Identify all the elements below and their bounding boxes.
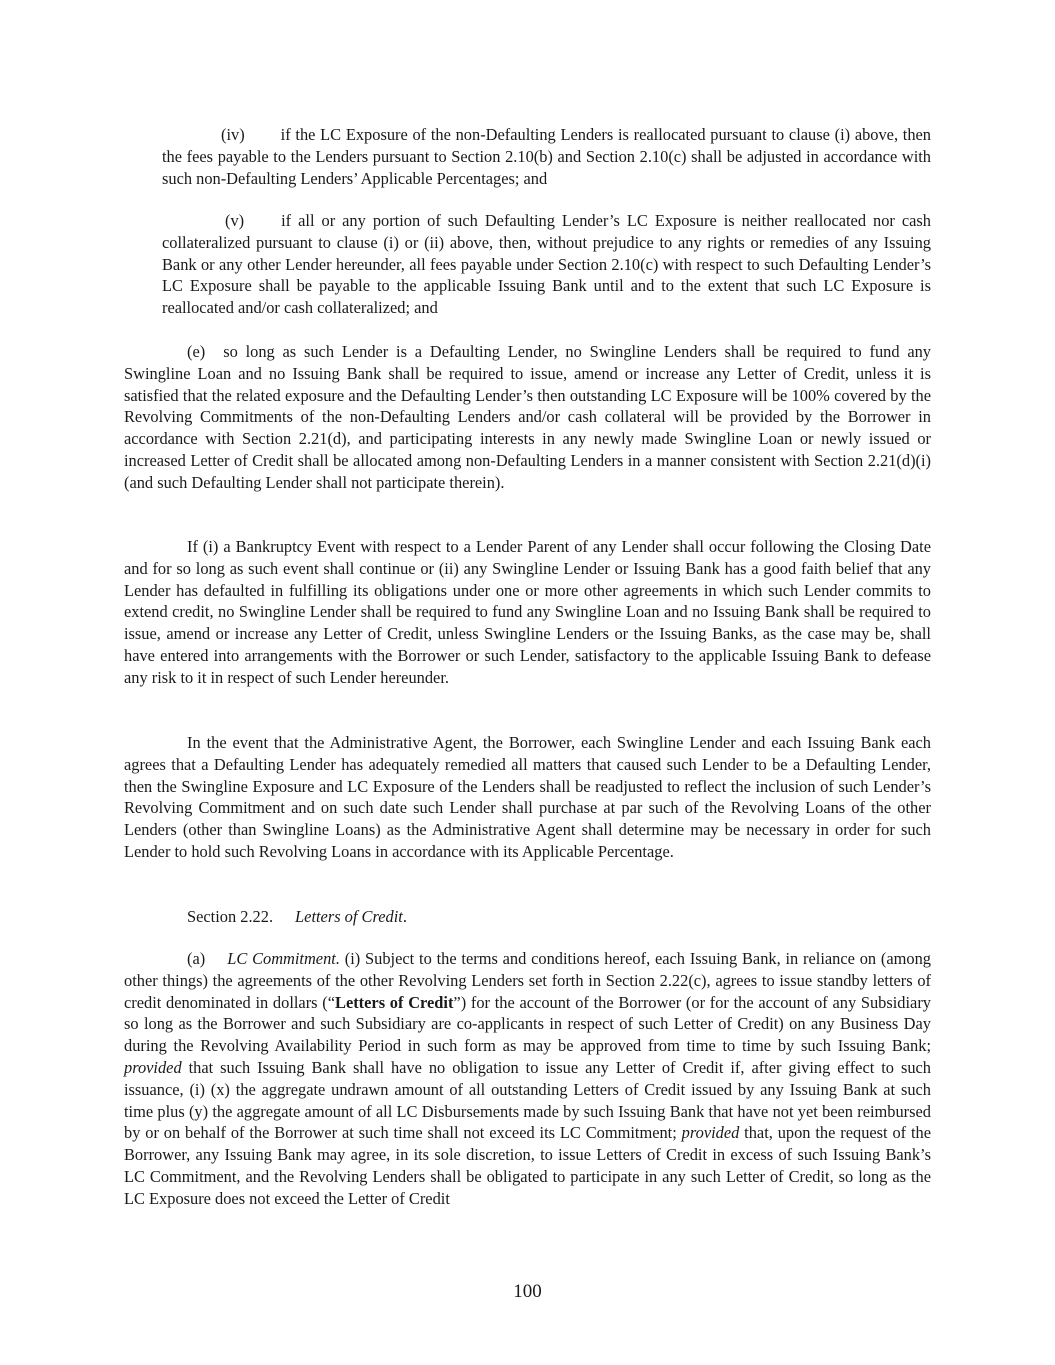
clause-iv-label: (iv) xyxy=(221,125,245,144)
clause-v-text: if all or any portion of such Defaulting Lender’s LC Exposure is neither reallocated nor cash collateralized pursuant to clause (i) or (ii) above, then, without prejudice to any rights or remedies of any Issuing Bank or any other Lender hereunder, all fees payable under Section 2.10(c) with respect to such Defaulting Lender’s LC Exposure shall be payable to the applicable Issuing Bank until and to the extent that such LC Exposure is reallocated and/or cash collateralized; and xyxy=(162,211,931,318)
clause-e-label: (e) xyxy=(187,342,206,361)
clause-iv-text: if the LC Exposure of the non-Defaulting Lenders is reallocated pursuant to clause (i) above, then the fees payable to the Lenders pursuant to Section 2.10(b) and Section 2.10(c) shall be adjusted in accordance with such non-Defaulting Lenders’ Applicable Percentages; and xyxy=(162,125,931,188)
clause-e-text: so long as such Lender is a Defaulting Lender, no Swingline Lenders shall be required to fund any Swingline Loan and no Issuing Bank shall be required to issue, amend or increase any Letter of Credit, unless it is satisfied that the related exposure and the Defaulting Lender’s then outstanding LC Exposure will be 100% covered by the Revolving Commitments of the non-Defaulting Lenders and/or cash collateral will be provided by the Borrower in accordance with Section 2.21(d), and participating interests in any newly made Swingline Loan or newly issued or increased Letter of Credit shall be allocated among non-Defaulting Lenders in a manner consistent with Section 2.21(d)(i) (and such Defaulting Lender shall not participate therein). xyxy=(124,342,931,492)
defined-term-letters-of-credit: Letters of Credit xyxy=(335,992,454,1012)
clause-a-text-4: that, upon the request of the Borrower, any Issuing Bank may agree, in its sole discretion, to issue Letters of Credit in excess of such Issuing Bank’s LC Commitment, and the Revolving Lenders shall be obligated to participate in any such Letter of Credit, so long as the LC Exposure does not exceed the Letter of Credit xyxy=(124,1123,932,1208)
clause-a-text-1: (i) Subject to the terms and conditions hereof, each Issuing Bank, in reliance on (among other things) the agreements of the other Revolving Lenders set forth in Section 2.22(c), agrees to issue standby letters of credit denominated in dollars (“ xyxy=(124,949,931,1012)
readjustment-paragraph xyxy=(124,732,931,863)
proviso-1: provided xyxy=(124,1057,182,1077)
section-heading xyxy=(187,906,407,928)
readjustment-text: In the event that the Administrative Agent, the Borrower, each Swingline Lender and each Issuing Bank each agrees that a Defaulting Lender has adequately remedied all matters that caused such Lender to be a Defaulting Lender, then the Swingline Exposure and LC Exposure of the Lenders shall be readjusted to reflect the inclusion of such Lender’s Revolving Commitment and on such date such Lender shall purchase at par such of the Revolving Loans of the other Lenders (other than Swingline Loans) as the Administrative Agent shall determine may be necessary in order for such Lender to hold such Revolving Loans in accordance with its Applicable Percentage. xyxy=(124,733,931,861)
clause-a-title: LC Commitment. xyxy=(227,949,340,968)
clause-e-paragraph xyxy=(124,341,931,494)
section-number: Section 2.22. xyxy=(187,907,274,926)
clause-a-text-3: that such Issuing Bank shall have no obligation to issue any Letter of Credit if, after giving effect to such issuance, (i) (x) the aggregate undrawn amount of all outstanding Letters of Credit issued by any Issuing Bank at such time plus (y) the aggregate amount of all LC Disbursements made by such Issuing Bank that have not yet been reimbursed by or on behalf of the Borrower at such time shall not exceed its LC Commitment; xyxy=(124,1057,931,1143)
bankruptcy-text: If (i) a Bankruptcy Event with respect to a Lender Parent of any Lender shall occur following the Closing Date and for so long as such event shall continue or (ii) any Swingline Lender or Issuing Bank has a good faith belief that any Lender has defaulted in fulfilling its obligations under one or more other agreements in which such Lender commits to extend credit, no Swingline Lender shall be required to fund any Swingline Loan and no Issuing Bank shall be required to issue, amend or increase any Letter of Credit, unless Swingline Lenders or the Issuing Banks, as the case may be, shall have entered into arrangements with the Borrower or such Lender, satisfactory to the applicable Issuing Bank to defease any risk to it in respect of such Lender hereunder. xyxy=(124,537,931,687)
clause-a-paragraph xyxy=(124,948,931,1210)
clause-v-paragraph xyxy=(162,210,931,319)
clause-a-text-2: ”) for the account of the Borrower (or for the account of any Subsidiary so long as the Borrower and such Subsidiary are co-applicants in respect of such Letter of Credit) on any Business Day during the Revolving Availability Period in such form as may be approved from time to time by such Issuing Bank; xyxy=(124,992,931,1056)
bankruptcy-paragraph xyxy=(124,536,931,689)
clause-iv-paragraph xyxy=(162,124,931,189)
proviso-2: provided xyxy=(681,1123,740,1143)
clause-a-label: (a) xyxy=(187,949,206,968)
clause-v-label: (v) xyxy=(225,211,245,230)
section-title: Letters of Credit xyxy=(295,907,403,926)
page-number: 100 xyxy=(513,1281,542,1302)
section-heading-period: . xyxy=(402,907,407,926)
